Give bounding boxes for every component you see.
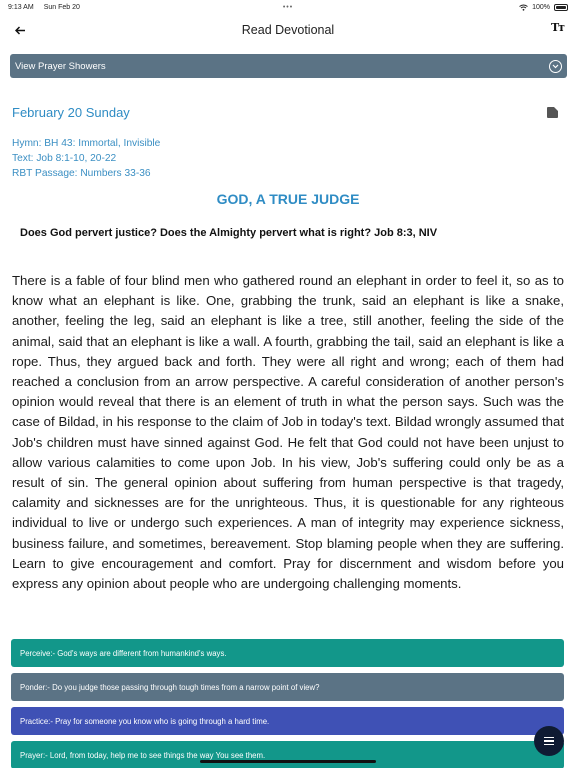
- menu-fab-button[interactable]: [534, 726, 564, 756]
- view-prayer-showers-button[interactable]: [10, 54, 567, 78]
- page-title: Read Devotional: [241, 23, 335, 37]
- date-row: [12, 104, 558, 120]
- battery-percentage: 100%: [532, 3, 550, 11]
- rbt-passage: RBT Passage: Numbers 33-36: [12, 168, 151, 179]
- key-verse: Does God pervert justice? Does the Almighty pervert what is right? Job 8:3, NIV: [20, 227, 438, 239]
- home-indicator: [200, 760, 376, 763]
- application-cards: [11, 639, 564, 768]
- devotional-date: February 20 Sunday: [12, 104, 130, 120]
- back-button[interactable]: [10, 20, 30, 40]
- devotional-title: GOD, A TRUE JUDGE: [216, 191, 360, 207]
- devotional-body: There is a fable of four blind men who gathered round an elephant in order to feel it, so as to know what an elephant is like. One, grabbing the trunk, said an elephant is like a snake, another, feeling the leg, said an elephant is like a tree, still another, feeling the side of the animal, said that an elephant is like a wall. A fourth, grabbing the tail, said an elephant is like a rope. Thus, they argued back and forth. They were all right and wrong; each of them had reached a conclusion from an arrow perspective. A careful consideration of another person's opinion would reveal that there is an element of truth in what the person says. Such was the case of Bildad, in his response to the claim of Job in today's text. Bildad wrongly assumed that Job's children must have sinned against God. He felt that God could not have been unjust to allow various calamities to come upon Job. In his view, Job's suffering could only be as a result of sin. The general opinion about suffering from human perspective is that tragedy, calamity and sicknesses are for the unrighteous. Thus, it is questionable for any righteous individual to live or undergo such experiences. A man of integrity may experience sickness, business failure, and sometimes, bereavement. Stop blaming people when they are suffering. Learn to give encouragement and comfort. Pray for discernment and wisdom before you express any opinion about people who are undergoing challenging moments.: [12, 273, 564, 592]
- chevron-down-icon: [549, 60, 562, 73]
- practice-card: Practice:- Pray for someone you know who is going through a hard time.: [11, 707, 564, 735]
- wifi-icon: [519, 4, 528, 11]
- status-bar: [0, 0, 576, 14]
- hymn-text: Hymn: BH 43: Immortal, Invisible: [12, 138, 161, 149]
- prayer-card: Prayer:- Lord, from today, help me to see things the way You see them.: [11, 741, 564, 768]
- devotional-meta: [12, 136, 160, 181]
- ponder-card: Ponder:- Do you judge those passing through tough times from a narrow point of view?: [11, 673, 564, 701]
- menu-icon: [544, 737, 554, 739]
- font-size-button[interactable]: Tт: [550, 21, 564, 34]
- status-time: 9:13 AM: [8, 3, 34, 11]
- multitask-dots-icon: •••: [282, 3, 294, 11]
- prayer-showers-label: View Prayer Showers: [15, 60, 106, 72]
- perceive-card: Perceive:- God's ways are different from humankind's ways.: [11, 639, 564, 667]
- status-date: Sun Feb 20: [43, 3, 80, 11]
- app-header: [0, 14, 576, 46]
- battery-icon: [554, 4, 568, 11]
- note-icon[interactable]: [547, 107, 558, 118]
- back-arrow-icon: [15, 26, 26, 35]
- bible-text: Text: Job 8:1-10, 20-22: [12, 153, 117, 164]
